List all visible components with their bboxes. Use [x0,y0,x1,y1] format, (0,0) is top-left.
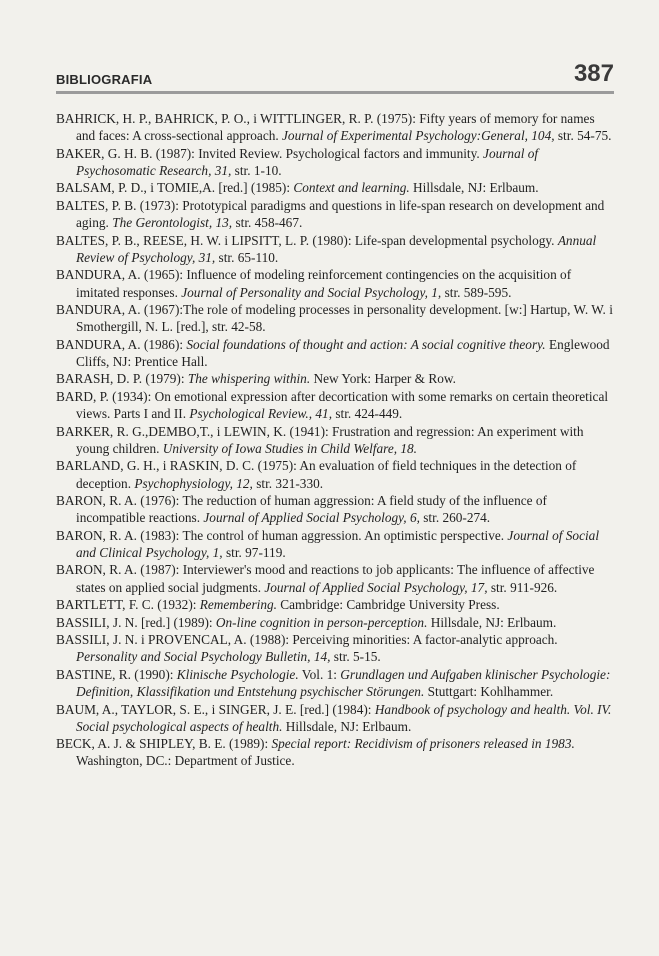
bibliography-entry [56,145,616,179]
bibliography-entry [56,370,616,387]
bibliography-entry [56,631,616,665]
entry-text: BANDURA, A. (1965): Influence of modeling reinforcement contingencies on the acquisition of imitated responses. [56,267,572,300]
bibliography-entry [56,701,616,735]
entry-text: BANDURA, A. (1986): [56,336,187,352]
entry-text: BASTINE, R. (1990): [56,666,177,682]
entry-source-title: Personality and Social Psychology Bulletin, 14, [76,649,331,665]
entry-source-title: Psychological Review., 41, [189,406,333,422]
entry-text: BANDURA, A. (1967):The role of modeling processes in personality development. [w:] Hartup, W. W. i Smothergill, N. L. [red.], str. 42-58. [56,302,613,335]
entry-text: BAHRICK, H. P., BAHRICK, P. O., i WITTLINGER, R. P. (1975): Fifty years of memory for names and faces: A cross-sectional approach. [56,111,595,144]
entry-text: str. 5-15. [330,649,381,665]
entry-text: BAUM, A., TAYLOR, S. E., i SINGER, J. E. [red.] (1984): [56,701,375,717]
entry-source-title: Context and learning. [293,180,410,196]
entry-text: BARON, R. A. (1987): Interviewer's mood and reactions to job applicants: The influence of affective states on applied social judgments. [56,562,595,595]
entry-text: BECK, A. J. & SHIPLEY, B. E. (1989): [56,736,272,752]
entry-source-title: Handbook of psychology and health. Vol. IV. Social psychological aspects of health. [76,701,612,734]
entry-source-title: Journal of Social and Clinical Psychology, 1, [76,527,600,560]
section-title: BIBLIOGRAFIA [56,72,153,87]
entry-text: Washington, DC.: Department of Justice. [76,753,295,769]
bibliography-entry [56,561,616,595]
entry-text: Englewood Cliffs, NJ: Prentice Hall. [76,336,610,369]
entry-text: str. 260-274. [419,510,491,526]
entry-text: BASSILI, J. N. [red.] (1989): [56,614,216,630]
entry-source-title: Remembering. [199,597,277,613]
bibliography-entry [56,614,616,631]
entry-text: str. 911-926. [487,579,558,595]
entry-source-title: University of Iowa Studies in Child Welfare, 18. [162,440,418,456]
bibliography-entry [56,596,616,613]
bibliography-entry [56,301,616,335]
entry-text: BALSAM, P. D., i TOMIE,A. [red.] (1985): [56,180,294,196]
entry-source-title: The Gerontologist, 13, [112,215,233,231]
entry-text: BALTES, P. B., REESE, H. W. i LIPSITT, L. P. (1980): Life-span developmental psychology. [56,232,558,248]
entry-text: BARON, R. A. (1976): The reduction of human aggression: A field study of the influence of incompatible reactions. [56,493,547,526]
bibliography-entry [56,457,616,491]
bibliography-entry [56,666,616,700]
bibliography-entry [56,735,616,769]
entry-source-title: Klinische Psychologie. [176,666,299,682]
entry-source-title: Grundlagen und Aufgaben klinischer Psychologie: Definition, Klassifikation und Entstehung psychischer Störungen. [76,666,611,700]
entry-text: Stuttgart: Kohlhammer. [424,684,554,700]
entry-source-title: Social foundations of thought and action: A social cognitive theory. [186,336,546,352]
entry-text: str. 589-595. [441,284,512,300]
entry-text: str. 1-10. [231,162,282,178]
entry-text: Hillsdale, NJ: Erlbaum. [409,180,539,196]
entry-source-title: On-line cognition in person-perception. [215,614,428,630]
entry-text: BARASH, D. P. (1979): [56,371,188,387]
entry-text: BARKER, R. G.,DEMBO,T., i LEWIN, K. (1941): Frustration and regression: An experiment with young children. [56,423,584,456]
entry-source-title: Psychophysiology, 12, [134,475,253,491]
page-header [56,60,614,94]
bibliography-list [56,110,616,770]
entry-text: str. 458-467. [232,215,303,231]
bibliography-entry [56,336,616,370]
entry-source-title: Special report: Recidivism of prisoners released in 1983. [271,736,575,752]
bibliography-entry [56,388,616,422]
bibliography-entry [56,492,616,526]
entry-text: New York: Harper & Row. [310,371,456,387]
bibliography-entry [56,232,616,266]
entry-text: str. 54-75. [554,128,612,144]
page-number: 387 [573,60,614,87]
header-rule [56,91,614,94]
entry-text: str. 424-449. [332,406,403,422]
entry-text: Cambridge: Cambridge University Press. [276,597,500,613]
entry-text: BARTLETT, F. C. (1932): [56,597,200,613]
bibliography-entry [56,266,616,300]
entry-text: BAKER, G. H. B. (1987): Invited Review. Psychological factors and immunity. [56,145,484,161]
entry-text: BARLAND, G. H., i RASKIN, D. C. (1975): An evaluation of field techniques in the detection of deception. [56,458,577,491]
entry-source-title: The whispering within. [187,371,311,387]
entry-source-title: Annual Review of Psychology, 31, [76,232,597,265]
entry-source-title: Journal of Experimental Psychology:General, 104, [282,128,555,144]
entry-text: Hillsdale, NJ: Erlbaum. [282,718,412,734]
bibliography-entry [56,110,616,144]
entry-text: str. 65-110. [215,249,279,265]
entry-text: str. 97-119. [222,544,286,560]
bibliography-entry [56,527,616,561]
bibliography-entry [56,423,616,457]
entry-source-title: Journal of Applied Social Psychology, 17, [264,579,488,595]
entry-text: Vol. 1: [298,666,341,682]
entry-source-title: Journal of Personality and Social Psychology, 1, [181,284,442,300]
entry-source-title: Journal of Psychosomatic Research, 31, [76,145,539,178]
entry-text: BASSILI, J. N. i PROVENCAL, A. (1988): Perceiving minorities: A factor-analytic approach. [56,632,558,648]
entry-text: BARD, P. (1934): On emotional expression after decortication with some remarks on certain theoretical views. Parts I and II. [56,388,609,422]
bibliography-entry [56,179,616,196]
entry-text: BARON, R. A. (1983): The control of human aggression. An optimistic perspective. [56,527,508,543]
bibliography-entry [56,197,616,231]
entry-text: Hillsdale, NJ: Erlbaum. [427,614,557,630]
entry-text: BALTES, P. B. (1973): Prototypical paradigms and questions in life-span research on development and aging. [56,197,605,231]
entry-text: str. 321-330. [252,475,324,491]
entry-source-title: Journal of Applied Social Psychology, 6, [203,510,420,526]
